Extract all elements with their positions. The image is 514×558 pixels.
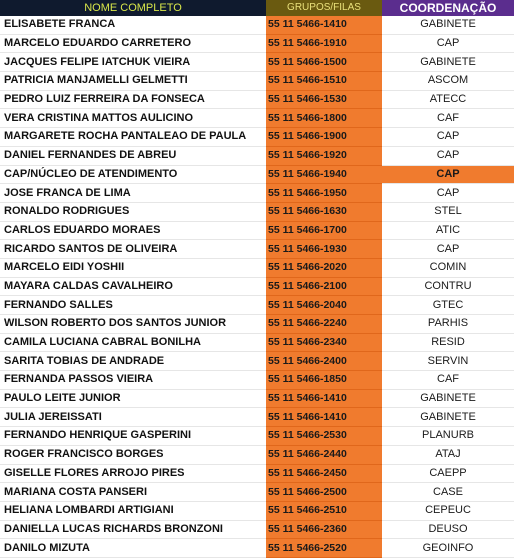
phone-cell[interactable]: 55 11 5466-1910: [266, 34, 382, 53]
phone-cell[interactable]: 55 11 5466-2340: [266, 333, 382, 352]
coord-cell[interactable]: GTEC: [382, 296, 514, 315]
coord-cell[interactable]: ATAJ: [382, 445, 514, 464]
coord-cell[interactable]: CAP: [382, 146, 514, 165]
phone-cell[interactable]: 55 11 5466-1850: [266, 371, 382, 390]
table-row: [0, 483, 514, 502]
phone-cell[interactable]: 55 11 5466-2440: [266, 445, 382, 464]
phone-cell[interactable]: 55 11 5466-2520: [266, 539, 382, 558]
coord-cell[interactable]: SERVIN: [382, 352, 514, 371]
coord-cell[interactable]: RESID: [382, 333, 514, 352]
table-row: [0, 408, 514, 427]
phone-cell[interactable]: 55 11 5466-1530: [266, 90, 382, 109]
name-cell[interactable]: DANIELLA LUCAS RICHARDS BRONZONI: [0, 520, 266, 539]
coord-cell[interactable]: PLANURB: [382, 427, 514, 446]
coord-cell[interactable]: CAP: [382, 184, 514, 203]
phone-cell[interactable]: 55 11 5466-1500: [266, 53, 382, 72]
phone-cell[interactable]: 55 11 5466-2360: [266, 520, 382, 539]
table-row: [0, 539, 514, 558]
table-row: [0, 16, 514, 34]
table-row: [0, 315, 514, 334]
name-cell[interactable]: PAULO LEITE JUNIOR: [0, 389, 266, 408]
table-row: [0, 352, 514, 371]
coord-cell[interactable]: CAF: [382, 109, 514, 128]
table-row: [0, 445, 514, 464]
coord-cell[interactable]: GABINETE: [382, 16, 514, 34]
phone-cell[interactable]: 55 11 5466-1700: [266, 221, 382, 240]
coord-cell[interactable]: CAP: [382, 240, 514, 259]
name-cell[interactable]: ROGER FRANCISCO BORGES: [0, 445, 266, 464]
name-cell[interactable]: CAMILA LUCIANA CABRAL BONILHA: [0, 333, 266, 352]
name-cell[interactable]: JULIA JEREISSATI: [0, 408, 266, 427]
phone-cell[interactable]: 55 11 5466-1900: [266, 128, 382, 147]
phone-cell[interactable]: 55 11 5466-1410: [266, 389, 382, 408]
table-row: [0, 72, 514, 91]
coord-cell[interactable]: CAF: [382, 371, 514, 390]
phone-cell[interactable]: 55 11 5466-2500: [266, 483, 382, 502]
coord-cell[interactable]: GEOINFO: [382, 539, 514, 558]
name-cell[interactable]: GISELLE FLORES ARROJO PIRES: [0, 464, 266, 483]
name-cell[interactable]: FERNANDO SALLES: [0, 296, 266, 315]
name-cell[interactable]: MARGARETE ROCHA PANTALEAO DE PAULA: [0, 128, 266, 147]
coord-cell[interactable]: CEPEUC: [382, 501, 514, 520]
table-row: [0, 184, 514, 203]
table-row: [0, 165, 514, 184]
table-row: [0, 389, 514, 408]
table-row: [0, 258, 514, 277]
phone-cell[interactable]: 55 11 5466-1930: [266, 240, 382, 259]
name-cell[interactable]: MARIANA COSTA PANSERI: [0, 483, 266, 502]
coord-cell[interactable]: ATIC: [382, 221, 514, 240]
table-body: [0, 16, 514, 557]
header-name[interactable]: NOME COMPLETO: [0, 0, 266, 16]
table-row: [0, 34, 514, 53]
name-cell[interactable]: MARCELO EDUARDO CARRETERO: [0, 34, 266, 53]
phone-cell[interactable]: 55 11 5466-1940: [266, 165, 382, 184]
table-row: [0, 277, 514, 296]
table-row: [0, 427, 514, 446]
name-cell[interactable]: DANIEL FERNANDES DE ABREU: [0, 146, 266, 165]
name-cell[interactable]: DANILO MIZUTA: [0, 539, 266, 558]
coord-cell[interactable]: DEUSO: [382, 520, 514, 539]
name-cell[interactable]: FERNANDO HENRIQUE GASPERINI: [0, 427, 266, 446]
phone-cell[interactable]: 55 11 5466-2510: [266, 501, 382, 520]
name-cell[interactable]: CAP/NÚCLEO DE ATENDIMENTO: [0, 165, 266, 184]
coord-cell[interactable]: STEL: [382, 202, 514, 221]
table-header: [0, 0, 514, 16]
phone-cell[interactable]: 55 11 5466-1800: [266, 109, 382, 128]
phone-cell[interactable]: 55 11 5466-2450: [266, 464, 382, 483]
header-row: [0, 0, 514, 16]
coord-cell[interactable]: CASE: [382, 483, 514, 502]
phone-cell[interactable]: 55 11 5466-2400: [266, 352, 382, 371]
phone-cell[interactable]: 55 11 5466-1950: [266, 184, 382, 203]
table-row: [0, 146, 514, 165]
table-row: [0, 128, 514, 147]
coord-cell[interactable]: CAP: [382, 128, 514, 147]
coord-cell[interactable]: ATECC: [382, 90, 514, 109]
coord-cell[interactable]: ASCOM: [382, 72, 514, 91]
table-row: [0, 109, 514, 128]
name-cell[interactable]: WILSON ROBERTO DOS SANTOS JUNIOR: [0, 315, 266, 334]
phone-cell[interactable]: 55 11 5466-1410: [266, 16, 382, 34]
table-row: [0, 90, 514, 109]
coord-cell[interactable]: CAP: [382, 34, 514, 53]
name-cell[interactable]: JACQUES FELIPE IATCHUK VIEIRA: [0, 53, 266, 72]
name-cell[interactable]: SARITA TOBIAS DE ANDRADE: [0, 352, 266, 371]
coord-cell[interactable]: GABINETE: [382, 53, 514, 72]
phone-cell[interactable]: 55 11 5466-2530: [266, 427, 382, 446]
table-row: [0, 520, 514, 539]
table-row: [0, 296, 514, 315]
name-cell[interactable]: RICARDO SANTOS DE OLIVEIRA: [0, 240, 266, 259]
coord-cell[interactable]: PARHIS: [382, 315, 514, 334]
header-phone[interactable]: GRUPOS/FILAS: [266, 0, 382, 16]
phone-cell[interactable]: 55 11 5466-2020: [266, 258, 382, 277]
phone-cell[interactable]: 55 11 5466-1630: [266, 202, 382, 221]
phone-cell[interactable]: 55 11 5466-2040: [266, 296, 382, 315]
phone-cell[interactable]: 55 11 5466-1510: [266, 72, 382, 91]
name-cell[interactable]: PEDRO LUIZ FERREIRA DA FONSECA: [0, 90, 266, 109]
name-cell[interactable]: RONALDO RODRIGUES: [0, 202, 266, 221]
table-row: [0, 221, 514, 240]
phone-cell[interactable]: 55 11 5466-1920: [266, 146, 382, 165]
name-cell[interactable]: CARLOS EDUARDO MORAES: [0, 221, 266, 240]
name-cell[interactable]: VERA CRISTINA MATTOS AULICINO: [0, 109, 266, 128]
coord-cell[interactable]: CAP: [382, 165, 514, 184]
table-row: [0, 240, 514, 259]
table-row: [0, 53, 514, 72]
table-row: [0, 202, 514, 221]
coord-cell[interactable]: GABINETE: [382, 389, 514, 408]
header-coord[interactable]: COORDENAÇÃO: [382, 0, 514, 16]
coord-cell[interactable]: GABINETE: [382, 408, 514, 427]
name-cell[interactable]: HELIANA LOMBARDI ARTIGIANI: [0, 501, 266, 520]
phone-cell[interactable]: 55 11 5466-1410: [266, 408, 382, 427]
coord-cell[interactable]: CAEPP: [382, 464, 514, 483]
name-cell[interactable]: JOSE FRANCA DE LIMA: [0, 184, 266, 203]
name-cell[interactable]: FERNANDA PASSOS VIEIRA: [0, 371, 266, 390]
coord-cell[interactable]: COMIN: [382, 258, 514, 277]
phone-cell[interactable]: 55 11 5466-2100: [266, 277, 382, 296]
table-row: [0, 464, 514, 483]
table-row: [0, 371, 514, 390]
name-cell[interactable]: PATRICIA MANJAMELLI GELMETTI: [0, 72, 266, 91]
table-row: [0, 501, 514, 520]
coord-cell[interactable]: CONTRU: [382, 277, 514, 296]
name-cell[interactable]: MARCELO EIDI YOSHII: [0, 258, 266, 277]
name-cell[interactable]: MAYARA CALDAS CAVALHEIRO: [0, 277, 266, 296]
phone-cell[interactable]: 55 11 5466-2240: [266, 315, 382, 334]
name-cell[interactable]: ELISABETE FRANCA: [0, 16, 266, 34]
table-row: [0, 333, 514, 352]
